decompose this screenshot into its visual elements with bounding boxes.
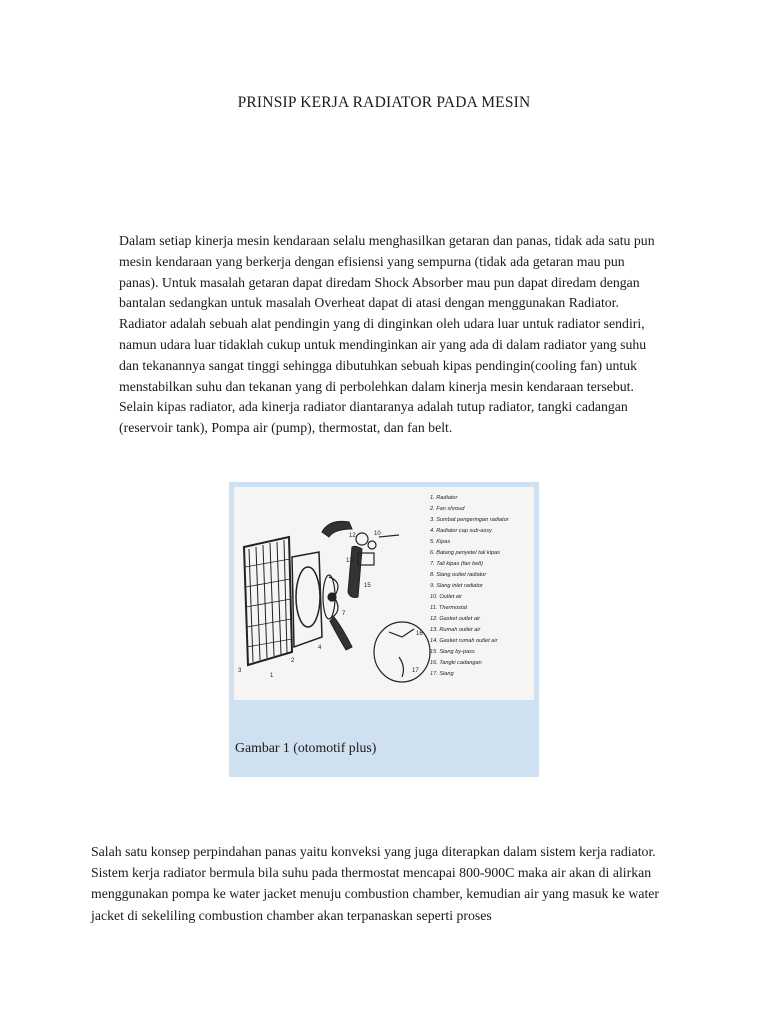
legend-item: 7. Tali kipas (fan belt)	[430, 561, 483, 567]
legend-item: 15. Slang by-pass	[430, 649, 475, 655]
diagram-number-labels	[238, 531, 423, 679]
figure-frame	[229, 482, 539, 777]
legend-item: 1. Radiator	[430, 495, 458, 501]
radiator-diagram	[234, 487, 534, 700]
legend-item: 8. Slang outlet radiator	[430, 572, 487, 578]
legend-item: 16. Tangki cadangan	[430, 660, 482, 666]
fan-shroud-drawing	[292, 552, 322, 647]
diagram-legend	[429, 495, 510, 677]
num-label: 7	[342, 611, 346, 617]
legend-item: 6. Batang penyetel tali kipas	[430, 550, 500, 556]
legend-item: 11. Thermostat	[430, 605, 468, 611]
legend-item: 12. Gasket outlet air	[430, 616, 481, 622]
paragraph-intro: Dalam setiap kinerja mesin kendaraan selalu menghasilkan getaran dan panas, tidak ada satu pun mesin kendaraan yang berkerja dengan efisiensi yang sempurna (tidak ada getaran mau pun panas). Untuk masalah getaran dapat diredam Shock Absorber mau pun dapat diredam dengan bantalan sedangkan untuk masalah Overheat dapat di atasi dengan menggunakan Radiator. Radiator adalah sebuah alat pendingin yang di dinginkan oleh udara luar untuk radiator sendiri, namun udara luar tidaklah cukup untuk mendinginkan air yang ada di dalam radiator yang suhu dan tekanannya sangat tinggi sehingga dibutuhkan sebuah kipas pendingin(cooling fan) untuk menstabilkan suhu dan tekanan yang di perbolehkan dalam kinerja mesin kendaraan tersebut. Selain kipas radiator, ada kinerja radiator diantaranya adalah tutup radiator, tangki cadangan (reservoir tank), Pompa air (pump), thermostat, dan fan belt.	[119, 233, 655, 436]
num-label: 2	[291, 658, 295, 664]
document-title: PRINSIP KERJA RADIATOR PADA MESIN	[237, 94, 531, 111]
num-label: 16	[416, 631, 423, 637]
legend-item: 17. Slang	[430, 671, 454, 677]
num-label: 15	[364, 583, 371, 589]
radiator-diagram-image	[234, 487, 534, 700]
num-label: 17	[412, 668, 419, 674]
legend-item: 9. Slang inlet radiator	[430, 583, 483, 589]
num-label: 4	[318, 645, 322, 651]
figure-caption: Gambar 1 (otomotif plus)	[235, 740, 377, 755]
num-label: 3	[238, 668, 242, 674]
num-label: 10	[374, 531, 381, 537]
num-label: 13	[346, 558, 353, 564]
paragraph-convection: Salah satu konsep perpindahan panas yaitu konveksi yang juga diterapkan dalam sistem kerja radiator. Sistem kerja radiator bermula bila suhu pada thermostat mencapai 800-900C maka air akan di alirkan menggunakan pompa ke water jacket menuju combustion chamber, kemudian air yang masuk ke water jacket di sekeliling combustion chamber akan terpanaskan seperti proses	[91, 844, 659, 923]
legend-item: 5. Kipas	[430, 539, 451, 545]
radiator-core-drawing	[244, 537, 292, 665]
legend-item: 14. Gasket rumah outlet air	[430, 638, 498, 644]
legend-item: 4. Radiator cap sub-assy	[430, 528, 492, 534]
num-label: 1	[270, 673, 274, 679]
legend-item: 2. Fan shroud	[430, 506, 465, 512]
num-label: 12	[349, 533, 356, 539]
fan-drawing	[323, 575, 338, 619]
legend-item: 3. Sumbat pengeringan radiator	[430, 517, 509, 523]
legend-item: 13. Rumah outlet air	[430, 627, 481, 633]
legend-item: 10. Outlet air	[430, 594, 463, 600]
